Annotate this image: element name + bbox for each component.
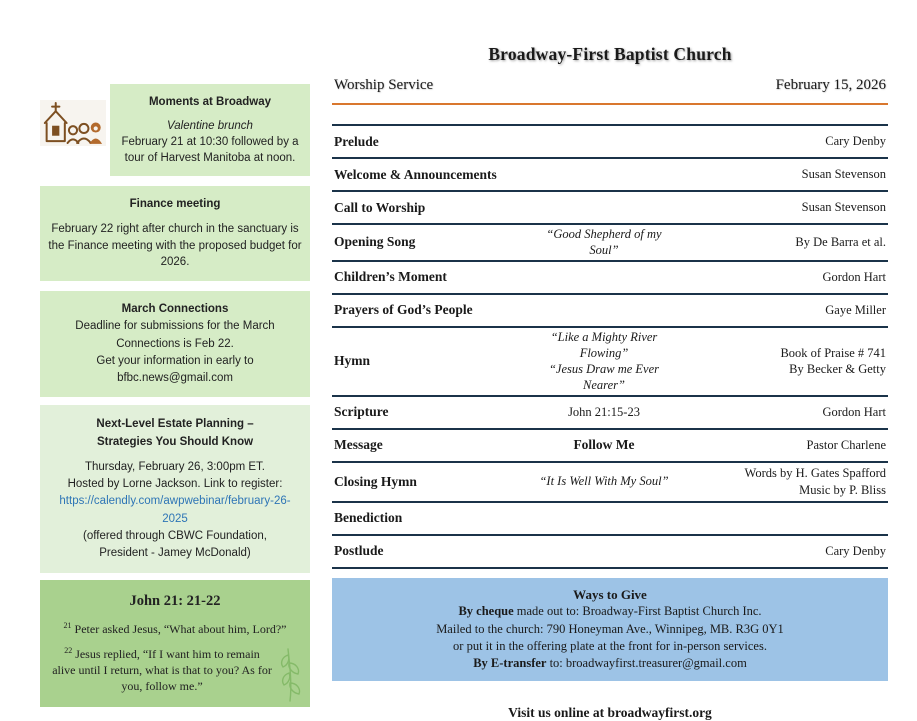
service-item-detail	[534, 329, 674, 394]
service-row-childrens-moment	[332, 260, 888, 293]
give-mail-line: Mailed to the church: 790 Honeyman Ave., Winnipeg, MB. R3G 0Y1	[436, 621, 784, 636]
service-item-detail: Follow Me	[573, 437, 635, 453]
verse-22-text: Jesus replied, “If I want him to remain alive until I return, what is that to you? As for you, follow me.”	[52, 647, 272, 694]
service-row-scripture	[332, 395, 888, 428]
service-item-label: Prayers of God’s People	[334, 302, 473, 317]
moments-subtitle: Valentine brunch	[167, 120, 253, 133]
finance-title: Finance meeting	[129, 198, 221, 211]
estate-title-line2: Strategies You Should Know	[96, 435, 254, 448]
service-item-detail: “Good Shepherd of my Soul”	[546, 227, 662, 258]
etransfer-text: to: broadwayfirst.treasurer@gmail.com	[546, 656, 747, 671]
march-body: Deadline for submissions for the March Connections is Feb 22.	[75, 320, 275, 350]
verse-22	[52, 646, 298, 695]
hymn-title-2: “Jesus Draw me Ever Nearer”	[548, 362, 660, 393]
moments-title: Moments at Broadway	[148, 96, 272, 108]
march-title: March Connections	[121, 303, 229, 316]
service-row-hymn	[332, 326, 888, 395]
ways-to-give-box	[332, 578, 888, 682]
service-item-label: Postlude	[334, 543, 384, 558]
ways-to-give-title: Ways to Give	[573, 586, 647, 602]
service-item-label: Benediction	[334, 510, 403, 525]
estate-body4: President - Jamey McDonald)	[99, 547, 251, 560]
service-item-credit	[674, 345, 886, 378]
service-item-label: Children’s Moment	[334, 269, 447, 284]
service-item-detail: “It Is Well With My Soul”	[539, 474, 669, 489]
leaf-sprig-icon	[274, 645, 306, 703]
service-row-message	[332, 428, 888, 461]
service-row-call-to-worship	[332, 190, 888, 223]
estate-registration-link[interactable]: https://calendly.com/awpwebinar/february-26-2025	[59, 495, 291, 525]
service-row-opening-song	[332, 223, 888, 260]
give-plate-line: or put it in the offering plate at the front for in-person services.	[453, 638, 767, 653]
march-connections-box	[40, 291, 310, 397]
website-footer: Visit us online at broadwayfirst.org	[508, 705, 712, 721]
service-row-closing-hymn	[332, 461, 888, 501]
service-item-detail: John 21:15-23	[568, 404, 640, 419]
announcements-sidebar	[40, 84, 310, 707]
finance-body: February 22 right after church in the sanctuary is the Finance meeting with the proposed budget for 2026.	[48, 223, 302, 269]
service-row-prelude	[332, 124, 888, 157]
etransfer-label: By E-transfer	[473, 656, 547, 671]
estate-body3: (offered through CBWC Foundation,	[83, 529, 267, 542]
order-of-service-table	[332, 124, 888, 569]
give-cheque-line	[338, 603, 882, 620]
service-row-welcome	[332, 157, 888, 190]
service-subheader	[332, 77, 888, 105]
service-item-credit: Gordon Hart	[822, 404, 886, 419]
moments-row	[40, 84, 310, 176]
closing-hymn-credit-2: Music by P. Bliss	[799, 482, 886, 497]
service-item-label: Opening Song	[334, 234, 416, 250]
service-item-credit: Susan Stevenson	[801, 167, 886, 182]
give-etransfer-line	[338, 655, 882, 672]
cheque-label: By cheque	[458, 604, 514, 619]
estate-title-line1: Next-Level Estate Planning –	[96, 418, 254, 431]
moments-body: February 21 at 10:30 followed by a tour of Harvest Manitoba at noon.	[121, 136, 299, 165]
service-date: February 15, 2026	[775, 77, 886, 93]
verse-21-number: 21	[63, 620, 72, 630]
service-item-label: Closing Hymn	[334, 473, 417, 489]
service-row-postlude	[332, 534, 888, 569]
estate-body1: Thursday, February 26, 3:00pm ET.	[84, 460, 266, 473]
closing-hymn-credit-1: Words by H. Gates Spafford	[744, 466, 886, 481]
worship-service-main	[332, 44, 888, 721]
moments-at-broadway-box	[110, 84, 310, 176]
service-label: Worship Service	[334, 77, 434, 93]
service-row-benediction	[332, 501, 888, 534]
verse-21	[52, 621, 298, 637]
service-item-credit: Cary Denby	[825, 543, 886, 558]
cheque-text: made out to: Broadway-First Baptist Church Inc.	[513, 604, 762, 619]
scripture-box-title: John 21: 21-22	[129, 593, 221, 610]
verse-22-number: 22	[64, 646, 73, 656]
service-item-credit: Pastor Charlene	[806, 437, 886, 452]
march-body2: Get your information in early to	[96, 354, 254, 367]
service-item-credit: Susan Stevenson	[801, 200, 886, 215]
service-item-credit: Cary Denby	[825, 134, 886, 149]
scripture-verse-box	[40, 580, 310, 706]
estate-planning-box	[40, 405, 310, 573]
estate-body2: Hosted by Lorne Jackson. Link to register:	[67, 478, 283, 491]
service-item-label: Welcome & Announcements	[334, 166, 497, 182]
service-item-credit	[674, 465, 886, 498]
service-item-label: Message	[334, 437, 383, 452]
church-people-icon	[40, 100, 106, 146]
verse-21-text: Peter asked Jesus, “What about him, Lord?”	[71, 621, 287, 636]
church-name-title: Broadway-First Baptist Church	[488, 44, 732, 64]
march-email: bfbc.news@gmail.com	[117, 372, 233, 385]
service-item-label: Hymn	[334, 353, 371, 368]
finance-meeting-box	[40, 186, 310, 281]
service-item-credit: Gaye Miller	[825, 302, 886, 317]
service-item-label: Prelude	[334, 133, 379, 149]
service-item-credit: Gordon Hart	[822, 269, 886, 284]
service-item-credit: By De Barra et al.	[795, 235, 886, 250]
hymn-credit-1: Book of Praise # 741	[780, 345, 886, 360]
service-row-prayers	[332, 293, 888, 326]
hymn-credit-2: By Becker & Getty	[789, 362, 886, 376]
service-item-label: Call to Worship	[334, 199, 426, 215]
service-item-label: Scripture	[334, 404, 389, 419]
hymn-title-1: “Like a Mighty River Flowing”	[550, 329, 658, 360]
